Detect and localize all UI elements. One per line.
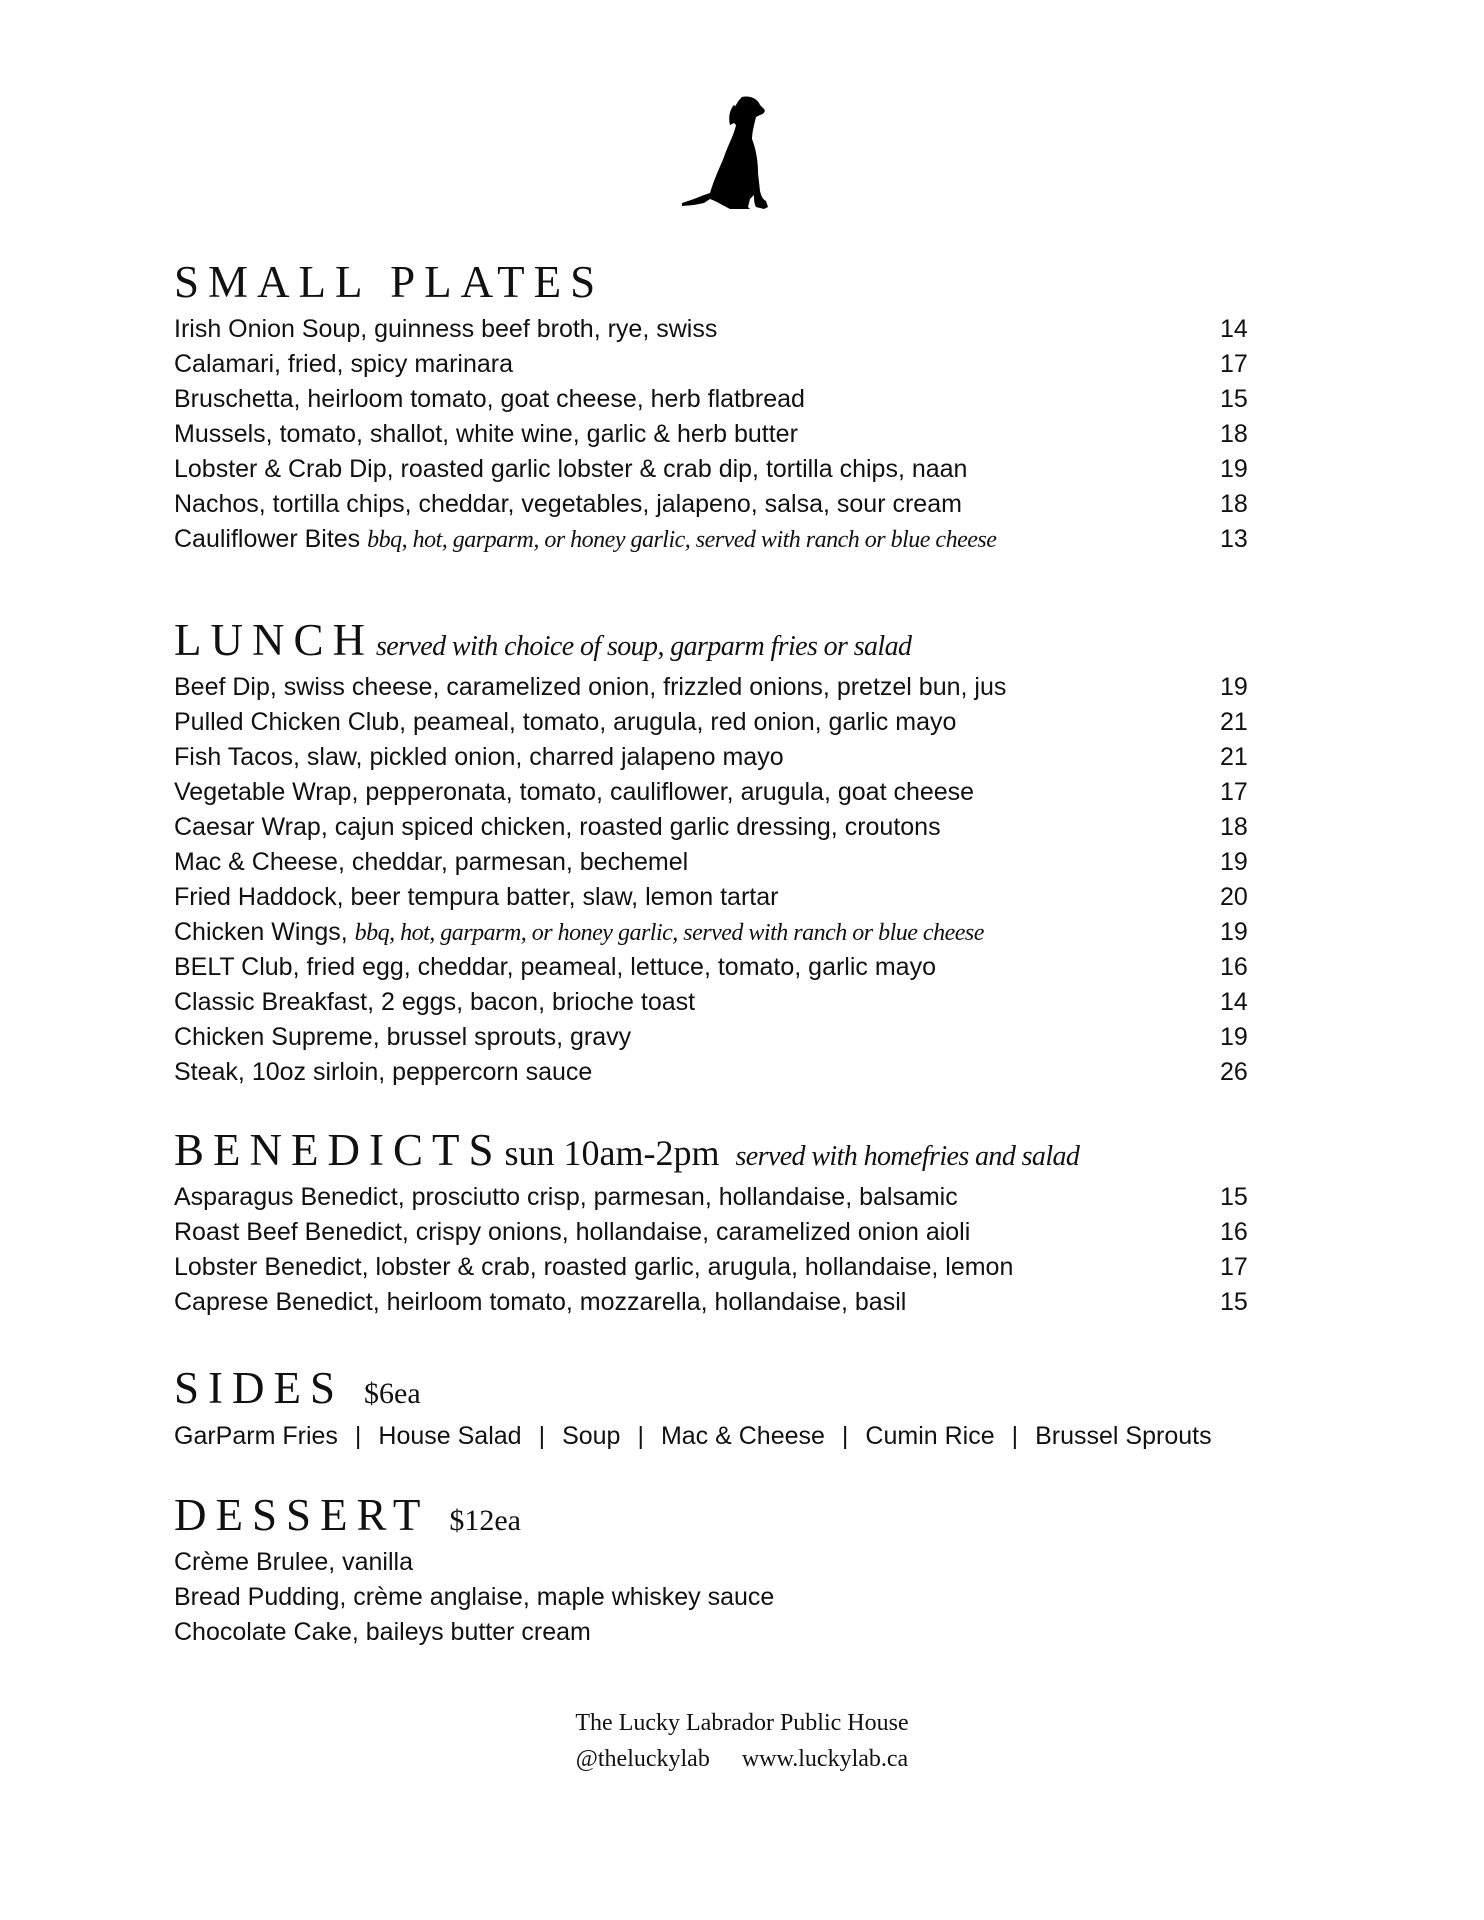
menu-item-price: 15 <box>1220 385 1248 413</box>
lunch-title: LUNCH <box>174 615 374 665</box>
menu-item-name: Roast Beef Benedict, crispy onions, hollandaise, caramelized onion aioli <box>174 1218 971 1246</box>
menu-item-name: Asparagus Benedict, prosciutto crisp, parmesan, hollandaise, balsamic <box>174 1183 958 1211</box>
menu-item-name: Vegetable Wrap, pepperonata, tomato, cauliflower, arugula, goat cheese <box>174 778 975 806</box>
menu-item <box>174 740 1324 775</box>
menu-item-name: BELT Club, fried egg, cheddar, peameal, lettuce, tomato, garlic mayo <box>174 953 936 981</box>
dessert-item: Crème Brulee, vanilla <box>174 1548 413 1576</box>
menu-item-options: bbq, hot, garparm, or honey garlic, served with ranch or blue cheese <box>354 920 984 946</box>
sides-price: $6ea <box>364 1377 421 1410</box>
menu-item-price: 19 <box>1220 455 1248 483</box>
lunch-subtitle: served with choice of soup, garparm fries or salad <box>376 631 912 662</box>
menu-item-name: Bruschetta, heirloom tomato, goat cheese, herb flatbread <box>174 385 805 413</box>
menu-item-price: 19 <box>1220 673 1248 701</box>
menu-item-options: bbq, hot, garparm, or honey garlic, served with ranch or blue cheese <box>367 527 997 553</box>
footer-contact <box>0 1741 1484 1777</box>
menu-item-name: Fish Tacos, slaw, pickled onion, charred jalapeno mayo <box>174 743 784 771</box>
menu-item-name: Lobster Benedict, lobster & crab, roasted garlic, arugula, hollandaise, lemon <box>174 1253 1014 1281</box>
dessert-header <box>174 1485 1324 1545</box>
menu-item <box>174 1285 1324 1320</box>
menu-item-price: 16 <box>1220 1218 1248 1246</box>
dessert-section <box>174 1485 1324 1650</box>
menu-item <box>174 950 1324 985</box>
menu-item-price: 14 <box>1220 315 1248 343</box>
menu-item-price: 21 <box>1220 743 1248 771</box>
menu-item-price: 19 <box>1220 1023 1248 1051</box>
lunch-section <box>174 610 1324 1090</box>
menu-item-name: Mac & Cheese, cheddar, parmesan, bechemel <box>174 848 689 876</box>
side-item: Cumin Rice <box>865 1422 995 1450</box>
menu-item-price: 20 <box>1220 883 1248 911</box>
menu-item-price: 18 <box>1220 490 1248 518</box>
dessert-title: DESSERT <box>174 1490 430 1540</box>
menu-item <box>174 705 1324 740</box>
menu-item <box>174 1215 1324 1250</box>
menu-item-price: 19 <box>1220 848 1248 876</box>
menu-item-price: 26 <box>1220 1058 1248 1086</box>
sides-separator: | <box>637 1422 644 1450</box>
menu-item <box>174 880 1324 915</box>
sides-separator: | <box>1011 1422 1019 1450</box>
dessert-price: $12ea <box>449 1504 521 1537</box>
menu-item-name: Cauliflower Bites <box>174 525 361 553</box>
menu-item <box>174 775 1324 810</box>
side-item: Mac & Cheese <box>660 1422 825 1450</box>
dessert-item: Chocolate Cake, baileys butter cream <box>174 1618 591 1646</box>
menu-item <box>174 382 1324 417</box>
menu-item <box>174 522 1324 557</box>
menu-item <box>174 312 1324 347</box>
benedicts-section <box>174 1120 1324 1320</box>
footer-handle: @theluckylab <box>575 1746 710 1772</box>
menu-item-price: 14 <box>1220 988 1248 1016</box>
menu-item <box>174 347 1324 382</box>
small-plates-title: SMALL PLATES <box>174 257 605 307</box>
sides-title: SIDES <box>174 1363 345 1413</box>
benedicts-header <box>174 1120 1324 1180</box>
menu-item-name: Caprese Benedict, heirloom tomato, mozzarella, hollandaise, basil <box>174 1288 907 1316</box>
menu-item <box>174 1020 1324 1055</box>
sides-section <box>174 1358 1324 1454</box>
side-item: Brussel Sprouts <box>1035 1422 1212 1450</box>
menu-item-price: 17 <box>1220 1253 1248 1281</box>
sides-separator: | <box>354 1422 362 1450</box>
side-item: GarParm Fries <box>174 1422 338 1450</box>
benedicts-subtitle: served with homefries and salad <box>735 1141 1080 1172</box>
sides-separator: | <box>841 1422 849 1450</box>
side-item: House Salad <box>378 1422 522 1450</box>
footer-website[interactable]: www.luckylab.ca <box>741 1746 909 1772</box>
lunch-header <box>174 610 1324 670</box>
menu-item <box>174 915 1324 950</box>
menu-item <box>174 1180 1324 1215</box>
small-plates-section <box>174 252 1324 557</box>
dessert-list <box>174 1545 1324 1650</box>
side-item: Soup <box>562 1422 621 1450</box>
menu-item-name: Mussels, tomato, shallot, white wine, garlic & herb butter <box>174 420 798 448</box>
menu-item-name: Irish Onion Soup, guinness beef broth, rye, swiss <box>174 315 718 343</box>
menu-item-price: 18 <box>1220 420 1248 448</box>
menu-item-name: Beef Dip, swiss cheese, caramelized onion, frizzled onions, pretzel bun, jus <box>174 673 1007 701</box>
menu-item-price: 19 <box>1220 918 1248 946</box>
menu-item-name: Fried Haddock, beer tempura batter, slaw, lemon tartar <box>174 883 779 911</box>
footer-restaurant-name: The Lucky Labrador Public House <box>575 1710 909 1736</box>
benedicts-title: BENEDICTS <box>174 1125 503 1175</box>
menu-item-name: Lobster & Crab Dip, roasted garlic lobster & crab dip, tortilla chips, naan <box>174 455 968 483</box>
menu-item <box>174 985 1324 1020</box>
lunch-list <box>174 670 1324 1090</box>
menu-item-price: 17 <box>1220 350 1248 378</box>
small-plates-list <box>174 312 1324 557</box>
benedicts-list <box>174 1180 1324 1320</box>
menu-item-price: 17 <box>1220 778 1248 806</box>
benedicts-time: sun 10am-2pm <box>504 1133 720 1173</box>
menu-item-name: Caesar Wrap, cajun spiced chicken, roasted garlic dressing, croutons <box>174 813 941 841</box>
menu-item-name: Nachos, tortilla chips, cheddar, vegetables, jalapeno, salsa, sour cream <box>174 490 962 518</box>
menu-item-price: 21 <box>1220 708 1248 736</box>
menu-item-name: Calamari, fried, spicy marinara <box>174 350 513 378</box>
menu-item-price: 18 <box>1220 813 1248 841</box>
menu-item-name: Steak, 10oz sirloin, peppercorn sauce <box>174 1058 593 1086</box>
menu-item-price: 15 <box>1220 1288 1248 1316</box>
menu-item <box>174 1055 1324 1090</box>
menu-item <box>174 810 1324 845</box>
labrador-dog-logo <box>680 95 784 211</box>
menu-item-price: 16 <box>1220 953 1248 981</box>
menu-item-name: Chicken Wings, <box>174 918 348 946</box>
dessert-item: Bread Pudding, crème anglaise, maple whiskey sauce <box>174 1583 775 1611</box>
menu-item-name: Chicken Supreme, brussel sprouts, gravy <box>174 1023 632 1051</box>
menu-item <box>174 417 1324 452</box>
menu-item <box>174 487 1324 522</box>
sides-header <box>174 1358 1324 1418</box>
menu-item <box>174 452 1324 487</box>
menu-item-price: 15 <box>1220 1183 1248 1211</box>
sides-list <box>174 1418 1324 1454</box>
menu-item-name: Pulled Chicken Club, peameal, tomato, arugula, red onion, garlic mayo <box>174 708 957 736</box>
small-plates-header <box>174 252 1324 312</box>
menu-item <box>174 1250 1324 1285</box>
menu-item <box>174 845 1324 880</box>
sides-separator: | <box>538 1422 546 1450</box>
menu-item-price: 13 <box>1220 525 1248 553</box>
menu-item-name: Classic Breakfast, 2 eggs, bacon, brioche toast <box>174 988 696 1016</box>
menu-item <box>174 670 1324 705</box>
footer <box>0 1705 1484 1777</box>
